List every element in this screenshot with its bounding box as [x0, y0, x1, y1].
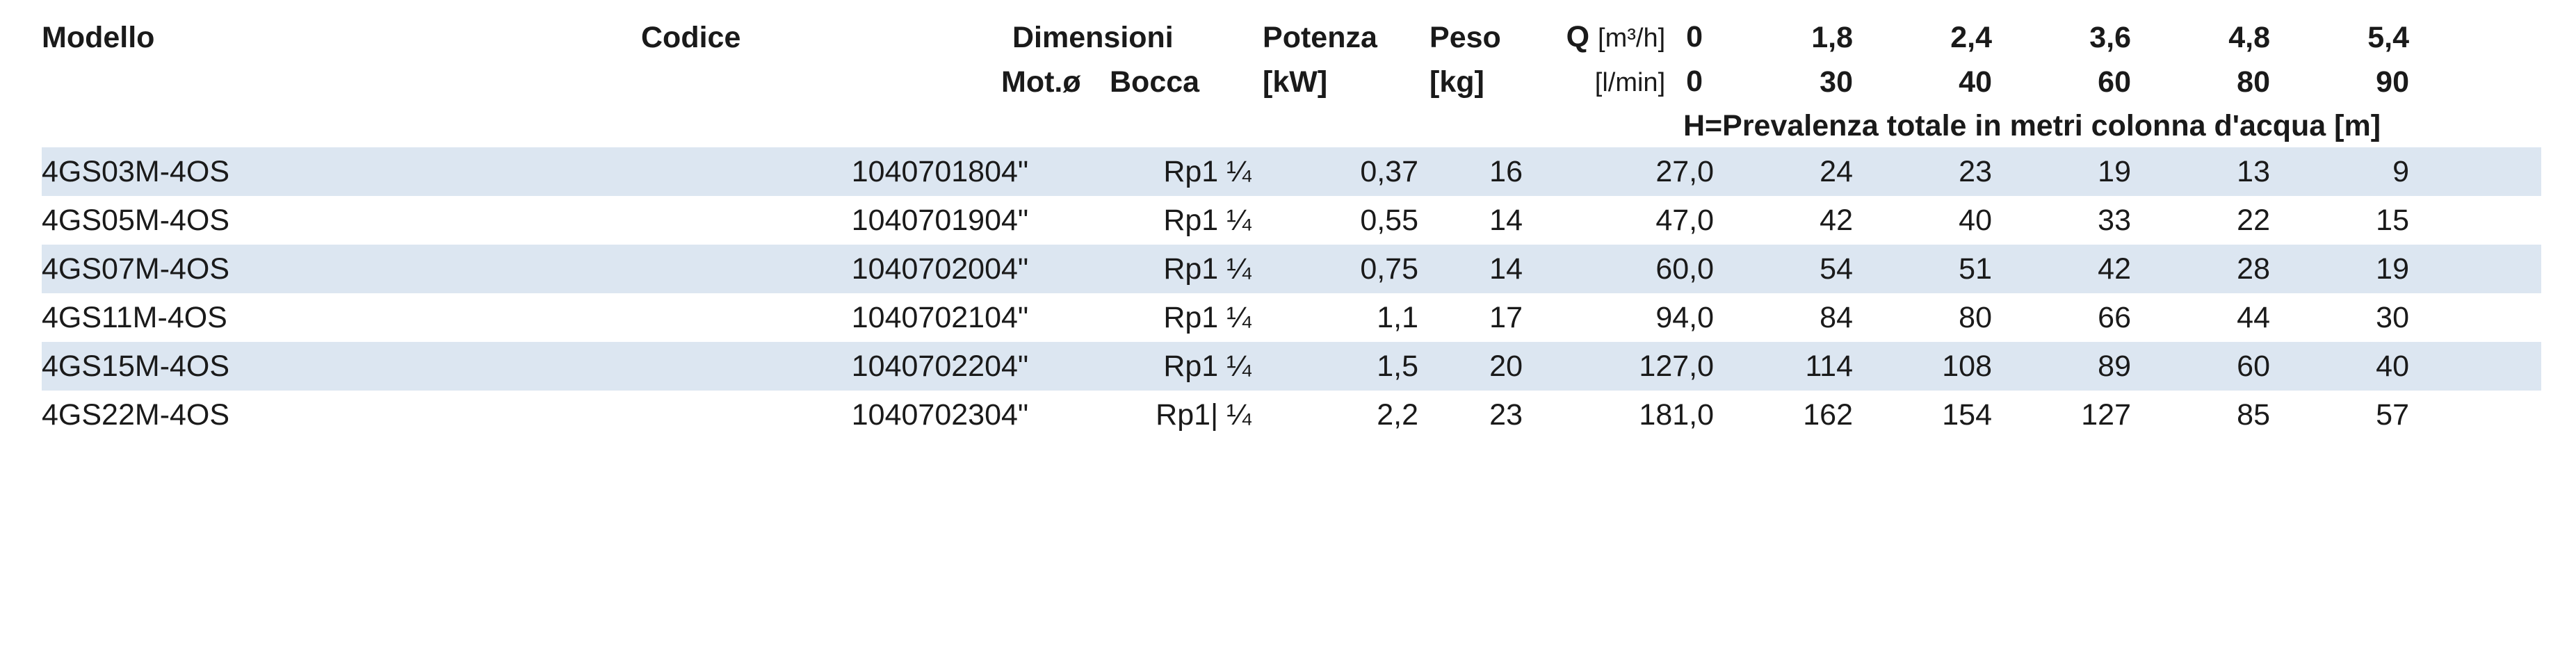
cell-potenza: 0,55 — [1251, 196, 1418, 245]
cell-head-7 — [2475, 293, 2541, 342]
flow-m3h-2: 2,4 — [1950, 21, 1993, 54]
header-codice: Codice — [641, 21, 741, 54]
table-row — [42, 342, 2541, 391]
prevalenza-spacer-codice — [626, 104, 1001, 147]
q-symbol: Q — [1566, 20, 1590, 54]
cell-head-1: 42 — [1714, 196, 1853, 245]
header-modello-spacer — [42, 60, 626, 104]
flow-m3h-4: 4,8 — [2228, 21, 2271, 54]
cell-head-5: 15 — [2270, 196, 2409, 245]
cell-potenza: 0,75 — [1251, 245, 1418, 293]
cell-peso: 16 — [1418, 147, 1523, 196]
flow-m3h-3: 3,6 — [2089, 21, 2132, 54]
cell-head-3: 66 — [1992, 293, 2131, 342]
cell-head-3: 42 — [1992, 245, 2131, 293]
cell-head-3: 19 — [1992, 147, 2131, 196]
cell-mot: 4" — [1001, 391, 1105, 439]
flow-m3h-1: 1,8 — [1811, 21, 1854, 54]
prevalenza-spacer-potenza — [1251, 104, 1418, 147]
header-dimensioni: Dimensioni — [1012, 21, 1174, 54]
q-unit: [m³/h] — [1598, 24, 1666, 53]
flow-lmin-3: 60 — [2098, 65, 2132, 99]
cell-codice: 104070210 — [626, 293, 1001, 342]
cell-potenza: 1,1 — [1251, 293, 1418, 342]
lmin-unit: [l/min] — [1594, 68, 1666, 97]
cell-codice: 104070180 — [626, 147, 1001, 196]
cell-bocca: Rp1 ¼ — [1105, 196, 1251, 245]
cell-head-7 — [2475, 147, 2541, 196]
table-row — [42, 293, 2541, 342]
cell-mot: 4" — [1001, 245, 1105, 293]
cell-head-1: 84 — [1714, 293, 1853, 342]
header-q-flow — [1523, 15, 1714, 60]
header-peso-unit: [kg] — [1429, 65, 1484, 99]
cell-head-0: 181,0 — [1523, 391, 1714, 439]
flow-lmin-5: 90 — [2376, 65, 2410, 99]
pump-specification-table — [42, 15, 2541, 439]
prevalenza-spacer-peso — [1418, 104, 1523, 147]
table-row — [42, 147, 2541, 196]
cell-bocca: Rp1 ¼ — [1105, 342, 1251, 391]
cell-head-2: 51 — [1853, 245, 1992, 293]
header-mot: Mot.ø — [1001, 65, 1081, 99]
cell-head-6 — [2409, 293, 2475, 342]
cell-peso: 20 — [1418, 342, 1523, 391]
cell-head-6 — [2409, 147, 2475, 196]
cell-head-6 — [2409, 245, 2475, 293]
cell-modello: 4GS22M-4OS — [42, 391, 626, 439]
cell-mot: 4" — [1001, 293, 1105, 342]
header-bocca: Bocca — [1110, 65, 1200, 99]
cell-head-0: 47,0 — [1523, 196, 1714, 245]
cell-bocca: Rp1 ¼ — [1105, 245, 1251, 293]
cell-head-0: 60,0 — [1523, 245, 1714, 293]
cell-head-4: 60 — [2131, 342, 2270, 391]
cell-head-4: 22 — [2131, 196, 2270, 245]
cell-head-1: 24 — [1714, 147, 1853, 196]
cell-bocca: Rp1 ¼ — [1105, 293, 1251, 342]
cell-head-7 — [2475, 245, 2541, 293]
flow-lmin-1: 30 — [1820, 65, 1854, 99]
cell-codice: 104070230 — [626, 391, 1001, 439]
cell-mot: 4" — [1001, 196, 1105, 245]
cell-head-2: 108 — [1853, 342, 1992, 391]
header-potenza-unit: [kW] — [1263, 65, 1328, 99]
cell-head-2: 23 — [1853, 147, 1992, 196]
header-modello: Modello — [42, 21, 155, 54]
cell-head-1: 162 — [1714, 391, 1853, 439]
cell-head-7 — [2475, 196, 2541, 245]
cell-head-6 — [2409, 342, 2475, 391]
prevalenza-spacer-modello — [42, 104, 626, 147]
cell-head-4: 13 — [2131, 147, 2270, 196]
flow-lmin-7 — [2475, 60, 2541, 104]
cell-bocca: Rp1| ¼ — [1105, 391, 1251, 439]
cell-head-6 — [2409, 196, 2475, 245]
cell-potenza: 0,37 — [1251, 147, 1418, 196]
table-row — [42, 245, 2541, 293]
cell-peso: 14 — [1418, 245, 1523, 293]
header-lmin-flow — [1523, 60, 1714, 104]
cell-head-6 — [2409, 391, 2475, 439]
cell-peso: 23 — [1418, 391, 1523, 439]
cell-head-5: 9 — [2270, 147, 2409, 196]
cell-head-7 — [2475, 391, 2541, 439]
cell-head-4: 28 — [2131, 245, 2270, 293]
header-codice-spacer — [626, 60, 1001, 104]
header-row-1 — [42, 15, 2541, 60]
flow-lmin-0: 0 — [1686, 65, 1703, 98]
cell-head-3: 89 — [1992, 342, 2131, 391]
flow-lmin-4: 80 — [2237, 65, 2271, 99]
cell-head-0: 94,0 — [1523, 293, 1714, 342]
header-row-2 — [42, 60, 2541, 104]
cell-modello: 4GS15M-4OS — [42, 342, 626, 391]
cell-modello: 4GS05M-4OS — [42, 196, 626, 245]
cell-modello: 4GS07M-4OS — [42, 245, 626, 293]
cell-bocca: Rp1 ¼ — [1105, 147, 1251, 196]
header-row-3 — [42, 104, 2541, 147]
cell-head-5: 40 — [2270, 342, 2409, 391]
cell-head-2: 40 — [1853, 196, 1992, 245]
cell-potenza: 1,5 — [1251, 342, 1418, 391]
table-row — [42, 196, 2541, 245]
flow-m3h-7 — [2475, 15, 2541, 60]
flow-lmin-6 — [2409, 60, 2475, 104]
cell-modello: 4GS03M-4OS — [42, 147, 626, 196]
cell-modello: 4GS11M-4OS — [42, 293, 626, 342]
cell-head-1: 54 — [1714, 245, 1853, 293]
cell-head-0: 27,0 — [1523, 147, 1714, 196]
flow-m3h-5: 5,4 — [2367, 21, 2410, 54]
flow-m3h-0: 0 — [1686, 20, 1703, 54]
flow-m3h-6 — [2409, 15, 2475, 60]
cell-codice: 104070190 — [626, 196, 1001, 245]
cell-head-5: 57 — [2270, 391, 2409, 439]
prevalenza-spacer-dimensioni — [1001, 104, 1251, 147]
cell-head-3: 33 — [1992, 196, 2131, 245]
cell-head-1: 114 — [1714, 342, 1853, 391]
header-potenza: Potenza — [1263, 21, 1377, 54]
cell-head-7 — [2475, 342, 2541, 391]
cell-head-4: 44 — [2131, 293, 2270, 342]
cell-peso: 17 — [1418, 293, 1523, 342]
cell-head-4: 85 — [2131, 391, 2270, 439]
cell-head-5: 30 — [2270, 293, 2409, 342]
table-row — [42, 391, 2541, 439]
cell-codice: 104070200 — [626, 245, 1001, 293]
cell-mot: 4" — [1001, 147, 1105, 196]
flow-lmin-2: 40 — [1959, 65, 1993, 99]
cell-head-3: 127 — [1992, 391, 2131, 439]
cell-peso: 14 — [1418, 196, 1523, 245]
cell-head-2: 80 — [1853, 293, 1992, 342]
prevalenza-banner: H=Prevalenza totale in metri colonna d'acqua [m] — [1683, 109, 2381, 142]
cell-head-5: 19 — [2270, 245, 2409, 293]
cell-potenza: 2,2 — [1251, 391, 1418, 439]
cell-head-0: 127,0 — [1523, 342, 1714, 391]
cell-mot: 4" — [1001, 342, 1105, 391]
cell-head-2: 154 — [1853, 391, 1992, 439]
cell-codice: 104070220 — [626, 342, 1001, 391]
header-peso: Peso — [1429, 21, 1501, 54]
